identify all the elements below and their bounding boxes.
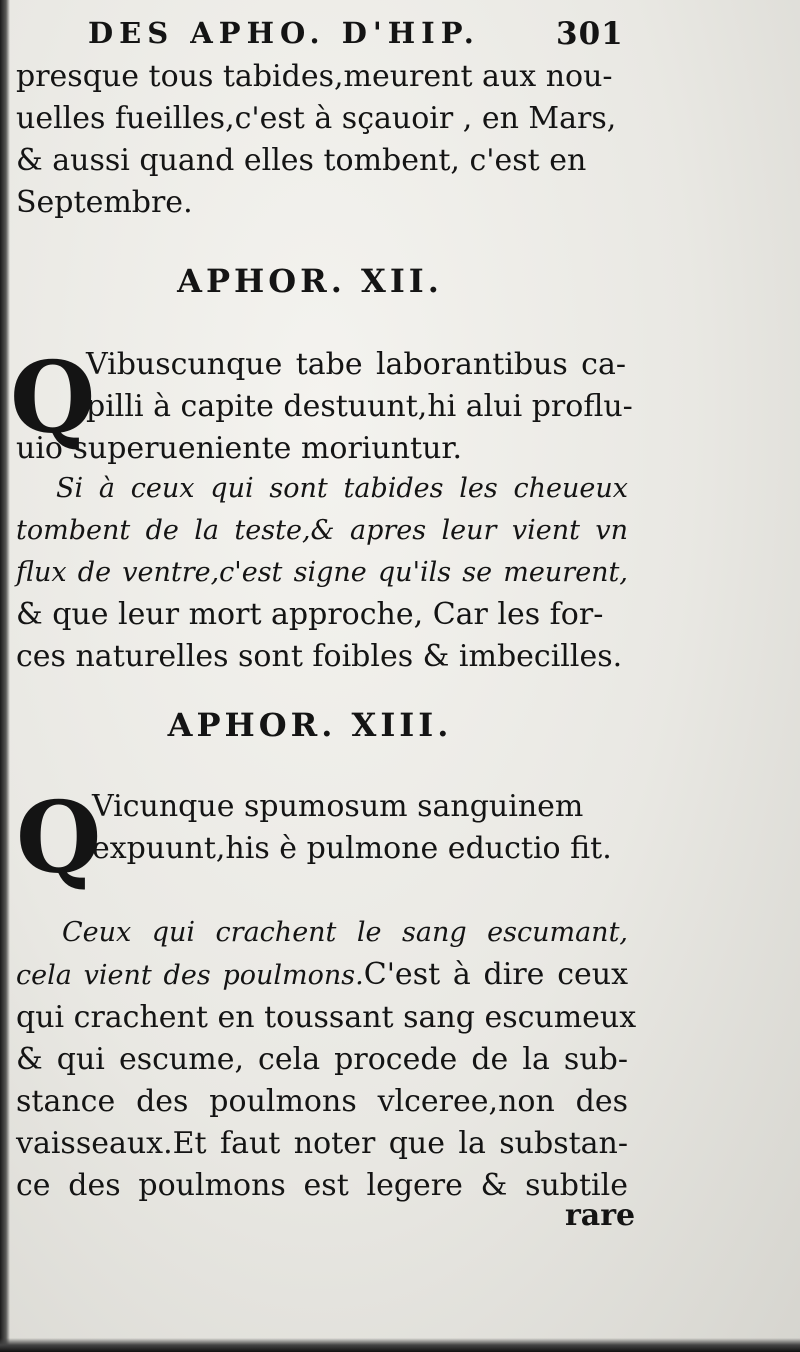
running-title: DES APHO. D'HIP. bbox=[88, 16, 480, 50]
text-line: vaisseaux.Et faut noter que la substan- bbox=[16, 1126, 628, 1161]
text-line: Septembre. bbox=[16, 185, 193, 220]
aphorism-13-heading: APHOR. XIII. bbox=[167, 706, 453, 744]
text-line: presque tous tabides,meurent aux nou- bbox=[16, 59, 613, 94]
text-line: uelles fueilles,c'est à sçauoir , en Mars, bbox=[16, 101, 617, 136]
drop-cap-q: Q bbox=[16, 781, 102, 896]
text-line: expuunt,his è pulmone eductio fit. bbox=[92, 831, 612, 866]
roman-segment: C'est à dire ceux bbox=[363, 957, 628, 992]
aphorism-12-latin bbox=[86, 344, 633, 428]
text-line: Si à ceux qui sont tabides les cheueux bbox=[56, 473, 628, 504]
text-line bbox=[16, 954, 628, 997]
text-line: ces naturelles sont foibles & imbecilles. bbox=[16, 639, 623, 674]
catchword: rare bbox=[565, 1198, 636, 1233]
aphorism-12-french-roman bbox=[16, 594, 628, 678]
text-line: pilli à capite destuunt,hi alui proflu- bbox=[86, 389, 633, 424]
page-number: 301 bbox=[556, 16, 624, 52]
text-line: Ceux qui crachent le sang escumant, bbox=[62, 917, 628, 948]
page-gutter-shadow bbox=[0, 0, 10, 1352]
italic-segment: cela vient des poulmons. bbox=[16, 960, 364, 991]
text-line: ce des poulmons est legere & subtile bbox=[16, 1168, 628, 1203]
aphorism-12-french-italic bbox=[16, 468, 628, 594]
drop-cap-q: Q bbox=[10, 341, 96, 456]
text-line: Vibuscunque tabe laborantibus ca- bbox=[86, 347, 626, 382]
text-line: Vicunque spumosum sanguinem bbox=[92, 789, 584, 824]
text-line: tombent de la teste,& apres leur vient vn bbox=[16, 515, 628, 546]
aphorism-12-latin-end bbox=[16, 428, 628, 470]
aphorism-13-latin bbox=[92, 786, 628, 870]
text-line: & qui escume, cela procede de la sub- bbox=[16, 1042, 628, 1077]
text-line: flux de ventre,c'est signe qu'ils se meurent, bbox=[16, 557, 628, 588]
aphorism-12-heading: APHOR. XII. bbox=[177, 262, 443, 300]
text-line: & aussi quand elles tombent, c'est en bbox=[16, 143, 587, 178]
opening-paragraph bbox=[16, 56, 628, 224]
aphorism-13-french bbox=[16, 912, 637, 1207]
text-line: uio superueniente moriuntur. bbox=[16, 431, 462, 466]
page-bottom-shadow bbox=[0, 1338, 800, 1352]
text-line: stance des poulmons vlceree,non des bbox=[16, 1084, 628, 1119]
text-line: & que leur mort approche, Car les for- bbox=[16, 597, 604, 632]
text-line: qui crachent en toussant sang escumeux bbox=[16, 1000, 637, 1035]
